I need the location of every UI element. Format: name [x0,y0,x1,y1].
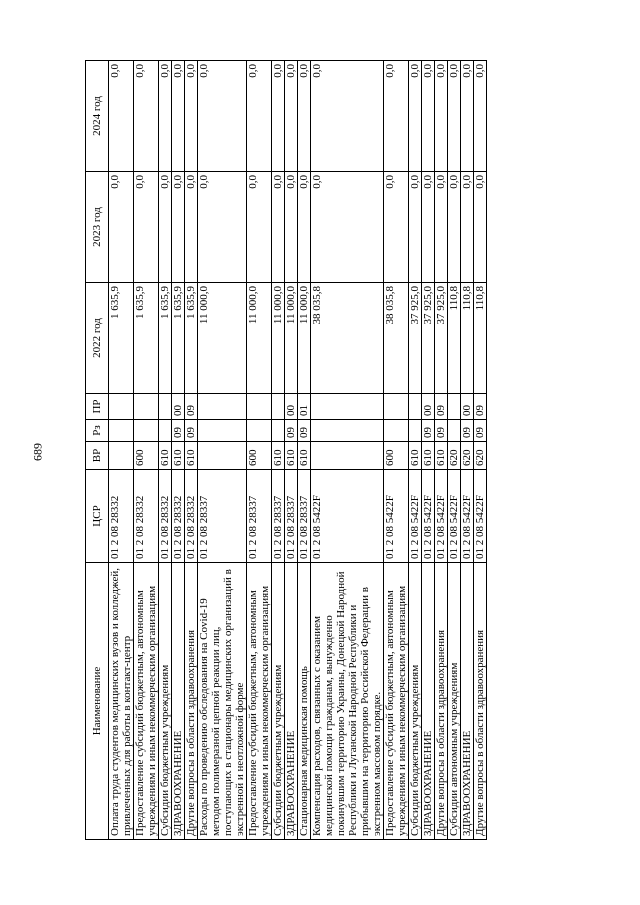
cell-2024: 0,0 [185,61,198,172]
cell-2023: 0,0 [384,172,409,283]
cell-pr [311,394,384,420]
cell-2022: 1 635,9 [134,283,159,394]
cell-vr: 610 [435,442,448,470]
cell-rz: 09 [435,420,448,442]
cell-name: Другие вопросы в области здравоохранения [474,563,487,840]
budget-table-container [85,60,553,840]
cell-name: Другие вопросы в области здравоохранения [185,563,198,840]
cell-pr [134,394,159,420]
cell-csr: 01 2 08 28332 [172,470,185,563]
header-2022: 2022 год [86,283,109,394]
cell-2024: 0,0 [134,61,159,172]
cell-name: Компенсация расходов, связанных с оказанием медицинской помощи гражданам, вынужденно покинувшим территорию Украины, Донецкой Народной Республики и Луганской Народной Республики и прибывшим на территорию Российской Федерации в экстренном массовом порядке. [311,563,384,840]
cell-vr: 610 [272,442,285,470]
cell-2023: 0,0 [298,172,311,283]
table-row [311,61,384,840]
cell-vr: 620 [448,442,461,470]
cell-2023: 0,0 [109,172,134,283]
cell-csr: 01 2 08 5422F [461,470,474,563]
cell-2024: 0,0 [435,61,448,172]
cell-csr: 01 2 08 28332 [185,470,198,563]
cell-2024: 0,0 [461,61,474,172]
cell-2022: 1 635,9 [185,283,198,394]
cell-csr: 01 2 08 28337 [272,470,285,563]
cell-vr: 600 [247,442,272,470]
cell-rz [448,420,461,442]
header-name: Наименование [86,563,109,840]
cell-pr: 09 [435,394,448,420]
cell-2023: 0,0 [134,172,159,283]
table-row [384,61,409,840]
cell-name: ЗДРАВООХРАНЕНИЕ [285,563,298,840]
cell-csr: 01 2 08 5422F [311,470,384,563]
cell-name: Расходы по проведению обследования на Covid-19 методом полимеразной цепной реакции лиц, поступающих в стационары медицинских организаций в экстренной и неотложной форме [198,563,247,840]
cell-name: ЗДРАВООХРАНЕНИЕ [422,563,435,840]
cell-2022: 11 000,0 [272,283,285,394]
cell-csr: 01 2 08 28337 [285,470,298,563]
cell-2022: 11 000,0 [247,283,272,394]
cell-2023: 0,0 [285,172,298,283]
cell-rz [134,420,159,442]
cell-csr: 01 2 08 28332 [159,470,172,563]
cell-csr: 01 2 08 28337 [198,470,247,563]
page-number-text: 689 [30,443,45,461]
cell-2022: 11 000,0 [198,283,247,394]
header-rz: Рз [86,420,109,442]
cell-2022: 1 635,9 [172,283,185,394]
cell-2023: 0,0 [159,172,172,283]
cell-rz: 09 [461,420,474,442]
cell-2022: 110,8 [461,283,474,394]
cell-vr: 610 [409,442,422,470]
cell-2022: 110,8 [448,283,461,394]
cell-rz: 09 [474,420,487,442]
cell-rz [409,420,422,442]
cell-2022: 1 635,9 [109,283,134,394]
table-row [272,61,285,840]
table-row [109,61,134,840]
cell-2024: 0,0 [298,61,311,172]
cell-2024: 0,0 [474,61,487,172]
cell-2023: 0,0 [409,172,422,283]
cell-2024: 0,0 [198,61,247,172]
cell-2022: 38 035,8 [384,283,409,394]
cell-rz: 09 [172,420,185,442]
cell-2022: 38 035,8 [311,283,384,394]
cell-vr [198,442,247,470]
cell-2022: 37 925,0 [409,283,422,394]
table-row [247,61,272,840]
cell-name: Оплата труда студентов медицинских вузов и колледжей, привлеченных для работы в контакт-центр [109,563,134,840]
cell-rz [159,420,172,442]
cell-csr: 01 2 08 28337 [247,470,272,563]
cell-rz [311,420,384,442]
cell-rz: 09 [285,420,298,442]
cell-name: ЗДРАВООХРАНЕНИЕ [172,563,185,840]
cell-pr: 09 [474,394,487,420]
cell-2024: 0,0 [285,61,298,172]
cell-2022: 1 635,9 [159,283,172,394]
cell-pr: 01 [298,394,311,420]
cell-vr: 610 [185,442,198,470]
cell-csr: 01 2 08 28337 [298,470,311,563]
cell-rz: 09 [298,420,311,442]
cell-csr: 01 2 08 5422F [435,470,448,563]
table-row [461,61,474,840]
cell-pr [409,394,422,420]
cell-csr: 01 2 08 5422F [422,470,435,563]
cell-2022: 37 925,0 [422,283,435,394]
table-row [474,61,487,840]
table-row [448,61,461,840]
cell-pr: 00 [285,394,298,420]
cell-2023: 0,0 [247,172,272,283]
cell-csr: 01 2 08 5422F [448,470,461,563]
cell-rz [384,420,409,442]
cell-pr [272,394,285,420]
cell-pr [159,394,172,420]
cell-2023: 0,0 [198,172,247,283]
table-row [159,61,172,840]
cell-2024: 0,0 [159,61,172,172]
cell-2023: 0,0 [422,172,435,283]
cell-2023: 0,0 [461,172,474,283]
cell-name: Субсидии бюджетным учреждениям [409,563,422,840]
cell-pr [247,394,272,420]
header-pr: ПР [86,394,109,420]
cell-2024: 0,0 [422,61,435,172]
cell-pr [384,394,409,420]
header-row [86,61,109,840]
cell-2024: 0,0 [448,61,461,172]
cell-2024: 0,0 [172,61,185,172]
cell-2024: 0,0 [311,61,384,172]
cell-name: Субсидии бюджетным учреждениям [272,563,285,840]
cell-vr: 600 [384,442,409,470]
cell-vr: 610 [422,442,435,470]
cell-pr [448,394,461,420]
cell-vr: 610 [285,442,298,470]
cell-2024: 0,0 [247,61,272,172]
cell-2022: 110,8 [474,283,487,394]
cell-csr: 01 2 08 28332 [134,470,159,563]
cell-name: Предоставление субсидий бюджетным, автономным учреждениям и иным некоммерческим организациям [384,563,409,840]
cell-2024: 0,0 [409,61,422,172]
cell-2023: 0,0 [474,172,487,283]
cell-pr [109,394,134,420]
cell-name: Предоставление субсидий бюджетным, автономным учреждениям и иным некоммерческим организациям [134,563,159,840]
cell-vr [109,442,134,470]
table-row [409,61,422,840]
cell-vr: 620 [474,442,487,470]
header-csr: ЦСР [86,470,109,563]
table-row [285,61,298,840]
cell-name: Субсидии автономным учреждениям [448,563,461,840]
cell-vr: 610 [159,442,172,470]
cell-rz: 09 [185,420,198,442]
cell-name: Субсидии бюджетным учреждениям [159,563,172,840]
cell-vr: 610 [298,442,311,470]
cell-vr: 600 [134,442,159,470]
cell-2024: 0,0 [109,61,134,172]
table-row [185,61,198,840]
page-number [0,0,45,905]
table-row [422,61,435,840]
cell-2024: 0,0 [384,61,409,172]
cell-vr: 620 [461,442,474,470]
cell-2023: 0,0 [435,172,448,283]
cell-2022: 11 000,0 [285,283,298,394]
cell-2023: 0,0 [185,172,198,283]
cell-pr: 00 [172,394,185,420]
cell-2023: 0,0 [311,172,384,283]
cell-name: ЗДРАВООХРАНЕНИЕ [461,563,474,840]
cell-rz [272,420,285,442]
header-2023: 2023 год [86,172,109,283]
cell-2022: 11 000,0 [298,283,311,394]
cell-name: Стационарная медицинская помощь [298,563,311,840]
cell-pr: 09 [185,394,198,420]
cell-2022: 37 925,0 [435,283,448,394]
table-row [435,61,448,840]
budget-table [85,60,487,840]
header-vr: ВР [86,442,109,470]
cell-rz [109,420,134,442]
cell-pr [198,394,247,420]
table-body [109,61,487,840]
cell-name: Предоставление субсидий бюджетным, автономным учреждениям и иным некоммерческим организациям [247,563,272,840]
cell-csr: 01 2 08 5422F [474,470,487,563]
cell-csr: 01 2 08 28332 [109,470,134,563]
cell-csr: 01 2 08 5422F [384,470,409,563]
cell-2023: 0,0 [272,172,285,283]
cell-name: Другие вопросы в области здравоохранения [435,563,448,840]
cell-rz [198,420,247,442]
cell-2023: 0,0 [448,172,461,283]
cell-rz [247,420,272,442]
cell-2023: 0,0 [172,172,185,283]
table-row [134,61,159,840]
cell-vr: 610 [172,442,185,470]
cell-vr [311,442,384,470]
table-header [86,61,109,840]
cell-rz: 09 [422,420,435,442]
table-row [172,61,185,840]
table-row [298,61,311,840]
cell-pr: 00 [422,394,435,420]
cell-2024: 0,0 [272,61,285,172]
header-2024: 2024 год [86,61,109,172]
table-row [198,61,247,840]
cell-pr: 00 [461,394,474,420]
cell-csr: 01 2 08 5422F [409,470,422,563]
